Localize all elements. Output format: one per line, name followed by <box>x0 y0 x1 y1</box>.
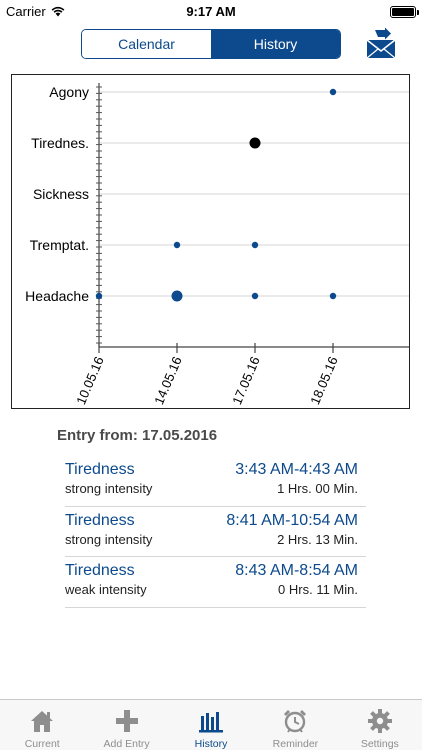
entry-intensity: weak intensity <box>65 582 147 597</box>
mail-send-icon <box>366 27 396 59</box>
entry-duration: 0 Hrs. 11 Min. <box>278 582 358 597</box>
data-point[interactable] <box>330 89 336 95</box>
tab-label: History <box>194 738 228 750</box>
entry-row[interactable] <box>65 507 366 558</box>
alarm-clock-icon <box>282 708 308 734</box>
y-tick-label: Tirednes. <box>31 135 89 151</box>
tab-label: Add Entry <box>103 738 150 750</box>
data-point[interactable] <box>252 242 258 248</box>
segment-history[interactable]: History <box>211 30 340 58</box>
tab-label: Settings <box>360 738 399 750</box>
tab-add-entry[interactable] <box>84 700 168 750</box>
y-tick-label: Tremptat. <box>29 237 89 253</box>
tab-settings[interactable] <box>338 700 422 750</box>
mail-send-button[interactable] <box>366 27 396 59</box>
tab-reminder[interactable] <box>253 700 337 750</box>
gear-icon <box>367 708 393 734</box>
data-point[interactable] <box>174 242 180 248</box>
carrier-label: Carrier <box>6 4 46 19</box>
entry-row[interactable] <box>65 456 366 507</box>
y-tick-label: Sickness <box>32 186 89 202</box>
x-tick-label: 10.05.16 <box>73 354 107 407</box>
data-point[interactable] <box>330 293 336 299</box>
x-tick-label: 17.05.16 <box>229 354 263 407</box>
y-tick-label: Agony <box>49 84 89 100</box>
history-scatter-chart <box>12 75 411 410</box>
entry-list <box>65 456 366 608</box>
data-point[interactable] <box>172 291 183 302</box>
entry-duration: 1 Hrs. 00 Min. <box>277 481 358 496</box>
tab-label: Reminder <box>272 738 319 750</box>
entry-time-range: 8:41 AM-10:54 AM <box>226 511 358 529</box>
tab-history[interactable] <box>169 700 253 750</box>
view-segmented-control <box>81 29 341 59</box>
plus-icon <box>114 708 140 734</box>
x-tick-label: 18.05.16 <box>307 354 341 407</box>
entry-symptom: Tiredness <box>65 461 135 478</box>
entry-intensity: strong intensity <box>65 531 153 547</box>
entry-row[interactable] <box>65 557 366 608</box>
entry-date-header: Entry from: 17.05.2016 <box>57 427 218 444</box>
tab-label: Current <box>24 738 60 750</box>
x-tick-label: 14.05.16 <box>151 354 185 407</box>
tab-bar <box>0 699 422 750</box>
status-bar <box>0 0 422 24</box>
data-point[interactable] <box>96 293 102 299</box>
entry-time-range: 8:43 AM-8:54 AM <box>235 562 358 579</box>
tab-current[interactable] <box>0 700 84 750</box>
battery-icon <box>390 6 416 18</box>
data-point[interactable] <box>250 138 261 149</box>
entry-intensity: strong intensity <box>65 481 153 496</box>
segment-calendar[interactable]: Calendar <box>82 30 211 58</box>
home-icon <box>29 708 55 734</box>
history-chart <box>11 74 410 409</box>
entry-symptom: Tiredness <box>65 562 135 579</box>
entry-symptom: Tiredness <box>65 511 135 529</box>
data-point[interactable] <box>252 293 258 299</box>
entry-time-range: 3:43 AM-4:43 AM <box>235 461 358 478</box>
entry-duration: 2 Hrs. 13 Min. <box>277 531 358 547</box>
y-tick-label: Headache <box>25 288 89 304</box>
bar-chart-icon <box>198 708 224 734</box>
status-time: 9:17 AM <box>186 4 236 19</box>
